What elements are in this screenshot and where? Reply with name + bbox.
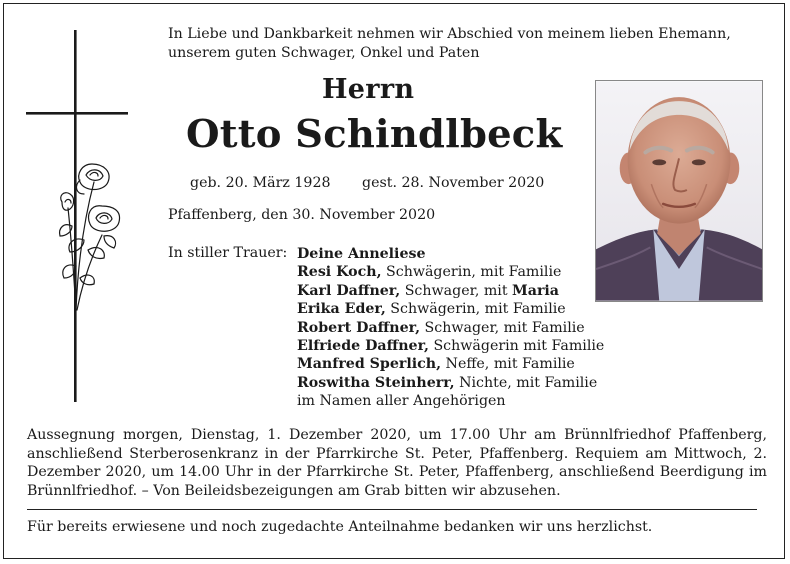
- list-item: Robert Daffner, Schwager, mit Familie: [297, 319, 585, 336]
- cross-with-roses-icon: [24, 30, 134, 402]
- list-item: Manfred Sperlich, Neffe, mit Familie: [297, 356, 575, 373]
- salutation: Herrn: [322, 74, 415, 105]
- ceremony-text: Aussegnung morgen, Dienstag, 1. Dezember 2020, um 17.00 Uhr am Brünnlfriedhof Pfaffenberg, anschließend Sterberosenkranz in der Pfarrkirche St. Peter, Pfaffenberg. Requiem am Mittwoch, 2. Dezember 2020, um 14.00 Uhr in der Pfarrkirche St. Peter, Pfaffenberg, anschließend Beerdigung im Brünnlfriedhof. – Von Beileidsbezeigungen am Grab bitten wir abzusehen.: [27, 427, 767, 499]
- list-item: Elfriede Daffner, Schwägerin mit Familie: [297, 338, 605, 355]
- portrait-photo: [595, 80, 763, 302]
- mourners-label: In stiller Trauer:: [168, 245, 288, 261]
- list-item: Erika Eder, Schwägerin, mit Familie: [297, 301, 566, 318]
- death-date: gest. 28. November 2020: [362, 175, 545, 191]
- birth-date: geb. 20. März 1928: [190, 175, 331, 191]
- list-item: Deine Anneliese: [297, 246, 426, 262]
- list-item: Roswitha Steinherr, Nichte, mit Familie: [297, 374, 598, 391]
- mourners-list: [297, 245, 604, 411]
- divider: [27, 509, 757, 510]
- list-item: Karl Daffner, Schwager, mit Maria: [297, 282, 560, 299]
- intro-text: In Liebe und Dankbarkeit nehmen wir Abschied von meinem lieben Ehemann, unserem guten Schwager, Onkel und Paten: [168, 26, 731, 61]
- place-date: Pfaffenberg, den 30. November 2020: [168, 207, 436, 223]
- thanks-text: Für bereits erwiesene und noch zugedachte Anteilnahme bedanken wir uns herzlichst.: [27, 519, 653, 535]
- deceased-name: Otto Schindlbeck: [186, 112, 563, 157]
- list-item: Resi Koch, Schwägerin, mit Familie: [297, 264, 562, 281]
- list-item: im Namen aller Angehörigen: [297, 393, 506, 410]
